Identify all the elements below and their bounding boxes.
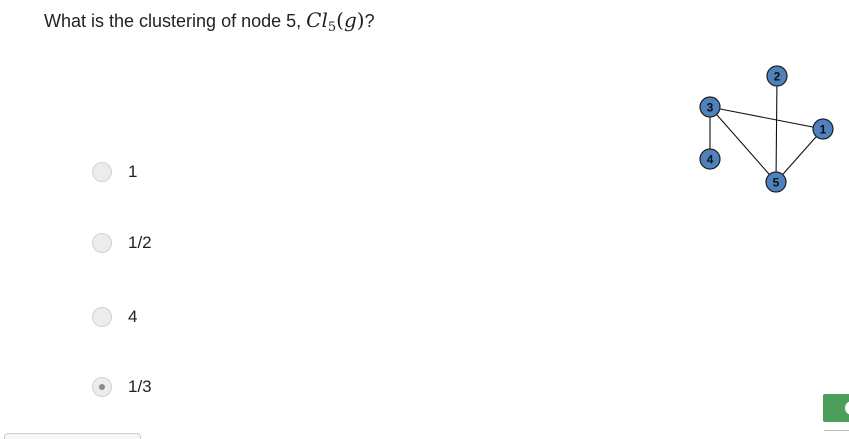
divider [824,430,849,439]
math-paren-close: ) [356,8,365,32]
node-label: 2 [773,69,781,84]
option-3[interactable] [92,304,137,330]
question-suffix: ? [364,11,375,31]
math-symbol: Cl [306,8,328,32]
option-label: 4 [128,307,138,326]
graph-node-4 [700,149,720,169]
node-label: 3 [706,100,714,115]
radio-button-2[interactable] [92,233,112,253]
option-4[interactable] [92,374,152,400]
next-button[interactable] [823,394,849,422]
node-label: 1 [819,122,827,137]
math-paren-open: ( [336,8,344,32]
question-text [44,6,375,42]
radio-button-1[interactable] [92,162,112,182]
graph-node-1 [813,119,833,139]
option-label: 1/2 [128,233,152,252]
question-prefix: What is the clustering of node 5, [44,11,307,31]
graph-node-5 [766,172,786,192]
math-argument: g [343,8,357,32]
option-1[interactable] [92,159,137,185]
graph-diagram [690,60,840,200]
option-2[interactable] [92,230,152,256]
edge-2-5 [776,76,777,182]
bottom-tab[interactable] [4,433,141,439]
graph-node-2 [767,66,787,86]
edge-1-5 [776,129,823,182]
arrow-circle-icon [845,401,849,415]
math-subscript: 5 [327,20,337,35]
option-label: 1 [128,162,138,181]
radio-button-3[interactable] [92,307,112,327]
radio-dot [99,384,105,390]
question-math [306,8,365,35]
radio-button-4[interactable] [92,377,112,397]
graph-node-3 [700,97,720,117]
node-label: 5 [772,175,780,190]
node-label: 4 [706,152,714,167]
option-label: 1/3 [128,377,152,396]
